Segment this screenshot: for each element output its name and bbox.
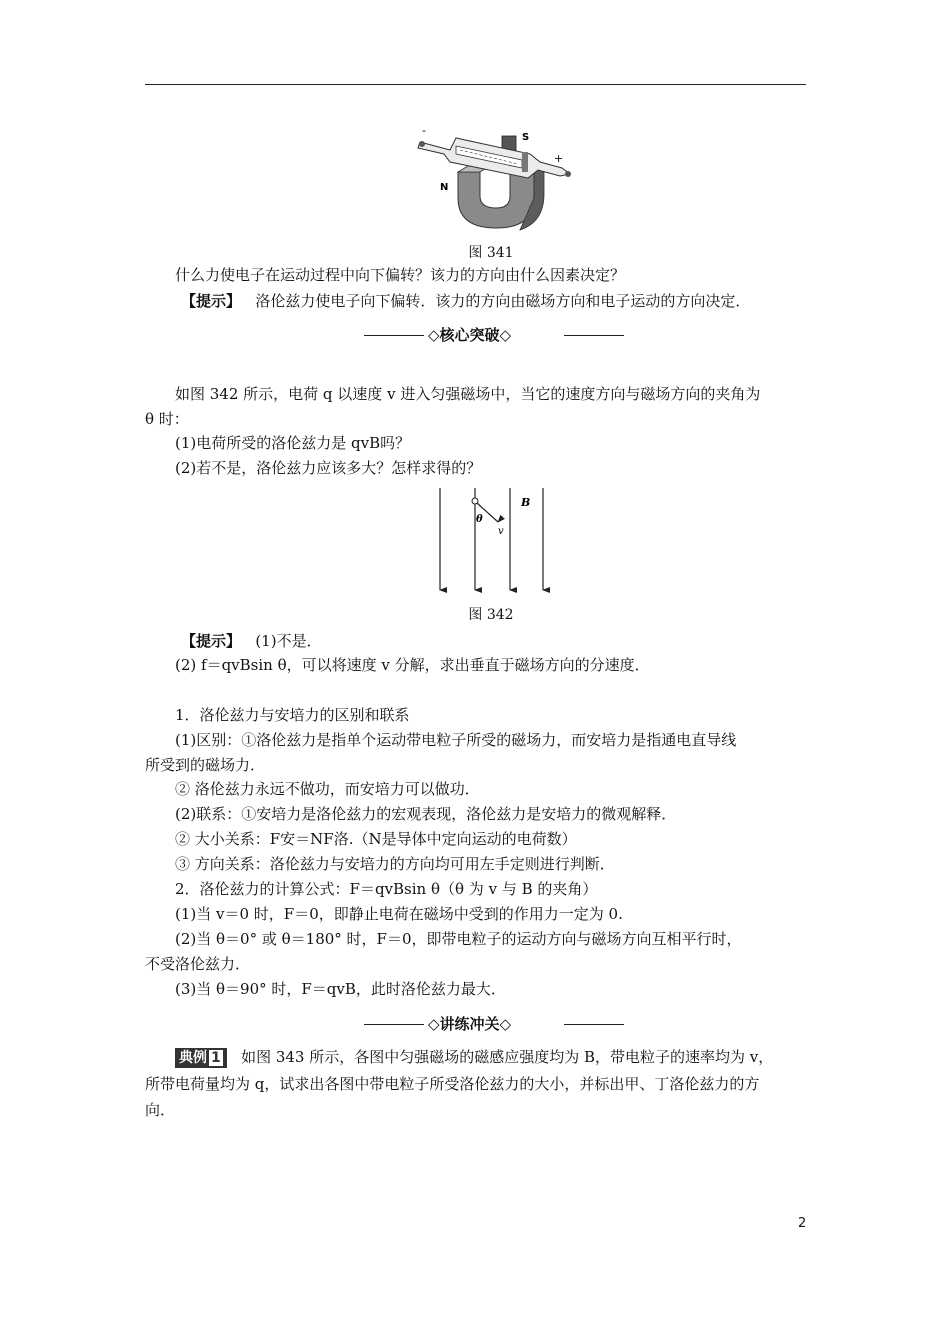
example-text: 如图 343 所示，各图中匀强磁场的磁感应强度均为 B，带电粒子的速率均为 v， (241, 1048, 774, 1066)
banner-title: ◇讲练冲关◇ (428, 1015, 512, 1033)
answer-2-part-2: (2) f＝qvBsin θ，可以将速度 v 分解，求出垂直于磁场方向的分速度． (175, 656, 650, 674)
question-2-part-2: (2)若不是，洛伦兹力应该多大？怎样求得的？ (175, 459, 482, 477)
example-badge: 典例 1 (175, 1048, 227, 1068)
point-2-3: (3)当 θ＝90° 时，F＝qvB，此时洛伦兹力最大． (175, 980, 506, 998)
tube-label-minus: - (422, 124, 426, 137)
magnet-label-s: S (522, 132, 530, 143)
magnetic-field-figure (428, 486, 552, 598)
section-banner-core (364, 323, 626, 347)
point-2-1: (1)当 v＝0 时，F＝0，即静止电荷在磁场中受到的作用力一定为 0. (175, 905, 623, 923)
example-line-1 (175, 1046, 773, 1068)
example-line-3: 向． (145, 1101, 176, 1119)
point-1-2-line-1: (2)联系：①安培力是洛伦兹力的宏观表现，洛伦兹力是安培力的微观解释． (175, 805, 677, 823)
point-1-heading: 1．洛伦兹力与安培力的区别和联系 (175, 706, 410, 724)
point-1-2-line-2: ② 大小关系：F安＝NF洛.（N是导体中定向运动的电荷数） (175, 830, 577, 848)
hint-text: 洛伦兹力使电子向下偏转．该力的方向由磁场方向和电子运动的方向决定． (255, 292, 751, 310)
point-1-1-line-2: 所受到的磁场力． (145, 756, 266, 774)
magnet-label-n: N (440, 182, 449, 193)
discharge-tube (418, 138, 571, 178)
point-2-2-line-1: (2)当 θ＝0° 或 θ＝180° 时，F＝0，即带电粒子的运动方向与磁场方向互相平行时， (175, 930, 742, 948)
angle-label-theta: θ (476, 514, 483, 525)
point-1-1-line-3: ② 洛伦兹力永远不做功，而安培力可以做功． (175, 780, 480, 798)
hint-text: (1)不是． (255, 632, 322, 650)
tube-label-plus: + (554, 152, 564, 165)
point-2-2-line-2: 不受洛伦兹力． (145, 955, 251, 973)
question-2-part-1: (1)电荷所受的洛伦兹力是 qvB吗？ (175, 434, 411, 452)
field-label-b: B (521, 496, 531, 509)
point-1-1-line-1: (1)区别：①洛伦兹力是指单个运动带电粒子所受的磁场力，而安培力是指通电直导线 (175, 731, 737, 749)
hint-tag: 【提示】 (181, 292, 242, 310)
page-number: 2 (798, 1216, 807, 1231)
figure-341-caption: 图 341 (468, 245, 514, 261)
header-rule (145, 84, 806, 85)
figure-342-caption: 图 342 (468, 607, 514, 623)
answer-2-part-1 (181, 630, 322, 652)
banner-title: ◇核心突破◇ (428, 326, 512, 344)
point-2-heading: 2．洛伦兹力的计算公式：F＝qvBsin θ（θ 为 v 与 B 的夹角） (175, 880, 598, 898)
hint-tag: 【提示】 (181, 632, 242, 650)
answer-1 (181, 290, 750, 312)
velocity-label-v: v (498, 526, 504, 537)
section-banner-practice (364, 1012, 626, 1036)
example-line-2: 所带电荷量均为 q，试求出各图中带电粒子所受洛伦兹力的大小，并标出甲、丁洛伦兹力的方 (145, 1075, 760, 1093)
question-2-line-2: θ 时： (145, 410, 189, 428)
cathode-ray-tube-figure (410, 124, 580, 236)
point-1-2-line-3: ③ 方向关系：洛伦兹力与安培力的方向均可用左手定则进行判断． (175, 855, 615, 873)
question-1: 什么力使电子在运动过程中向下偏转？该力的方向由什么因素决定？ (175, 266, 626, 284)
question-2-line-1: 如图 342 所示，电荷 q 以速度 v 进入匀强磁场中，当它的速度方向与磁场方向的夹角为 (175, 385, 761, 403)
